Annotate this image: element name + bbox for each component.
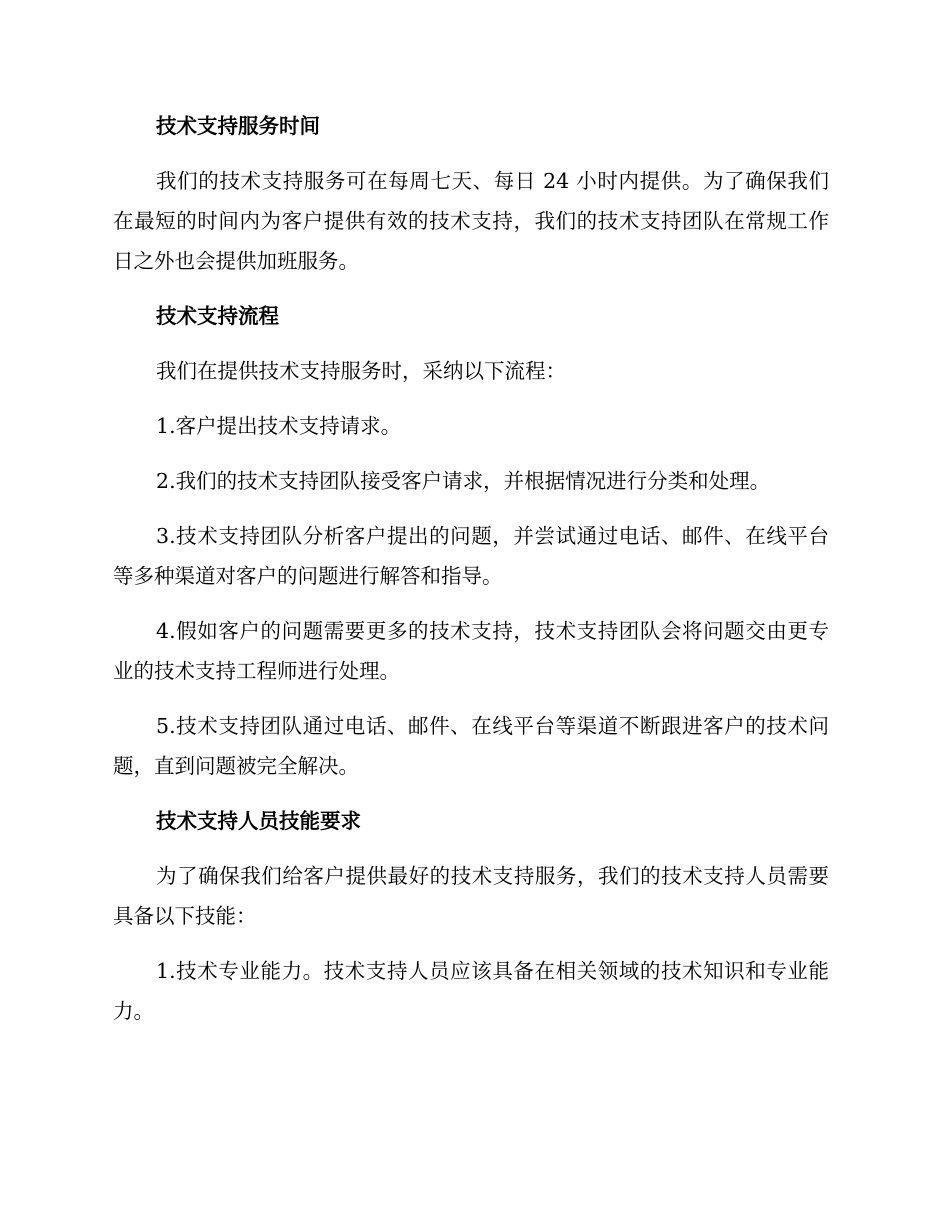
paragraph-process-intro: 我们在提供技术支持服务时，采纳以下流程：	[156, 359, 567, 383]
paragraph-service-hours: 我们的技术支持服务可在每周七天、每日 24 小时内提供。为了确保我们在最短的时间内为客户提供有效的技术支持，我们的技术支持团队在常规工作日之外也会提供加班服务。	[113, 169, 829, 273]
document-body	[113, 106, 829, 1046]
paragraph-skills-intro: 为了确保我们给客户提供最好的技术支持服务，我们的技术支持人员需要具备以下技能：	[113, 864, 829, 928]
section-heading-service-hours: 技术支持服务时间	[156, 114, 321, 138]
process-step-3: 3.技术支持团队分析客户提出的问题，并尝试通过电话、邮件、在线平台等多种渠道对客户的问题进行解答和指导。	[113, 524, 829, 588]
skill-item-1: 1.技术专业能力。技术支持人员应该具备在相关领域的技术知识和专业能力。	[113, 959, 829, 1023]
section-heading-skills: 技术支持人员技能要求	[156, 809, 362, 833]
process-step-2: 2.我们的技术支持团队接受客户请求，并根据情况进行分类和处理。	[156, 469, 771, 493]
process-step-1: 1.客户提出技术支持请求。	[156, 414, 402, 438]
process-step-5: 5.技术支持团队通过电话、邮件、在线平台等渠道不断跟进客户的技术问题，直到问题被完全解决。	[113, 714, 829, 778]
process-step-4: 4.假如客户的问题需要更多的技术支持，技术支持团队会将问题交由更专业的技术支持工程师进行处理。	[113, 619, 829, 683]
section-heading-process: 技术支持流程	[156, 304, 280, 328]
